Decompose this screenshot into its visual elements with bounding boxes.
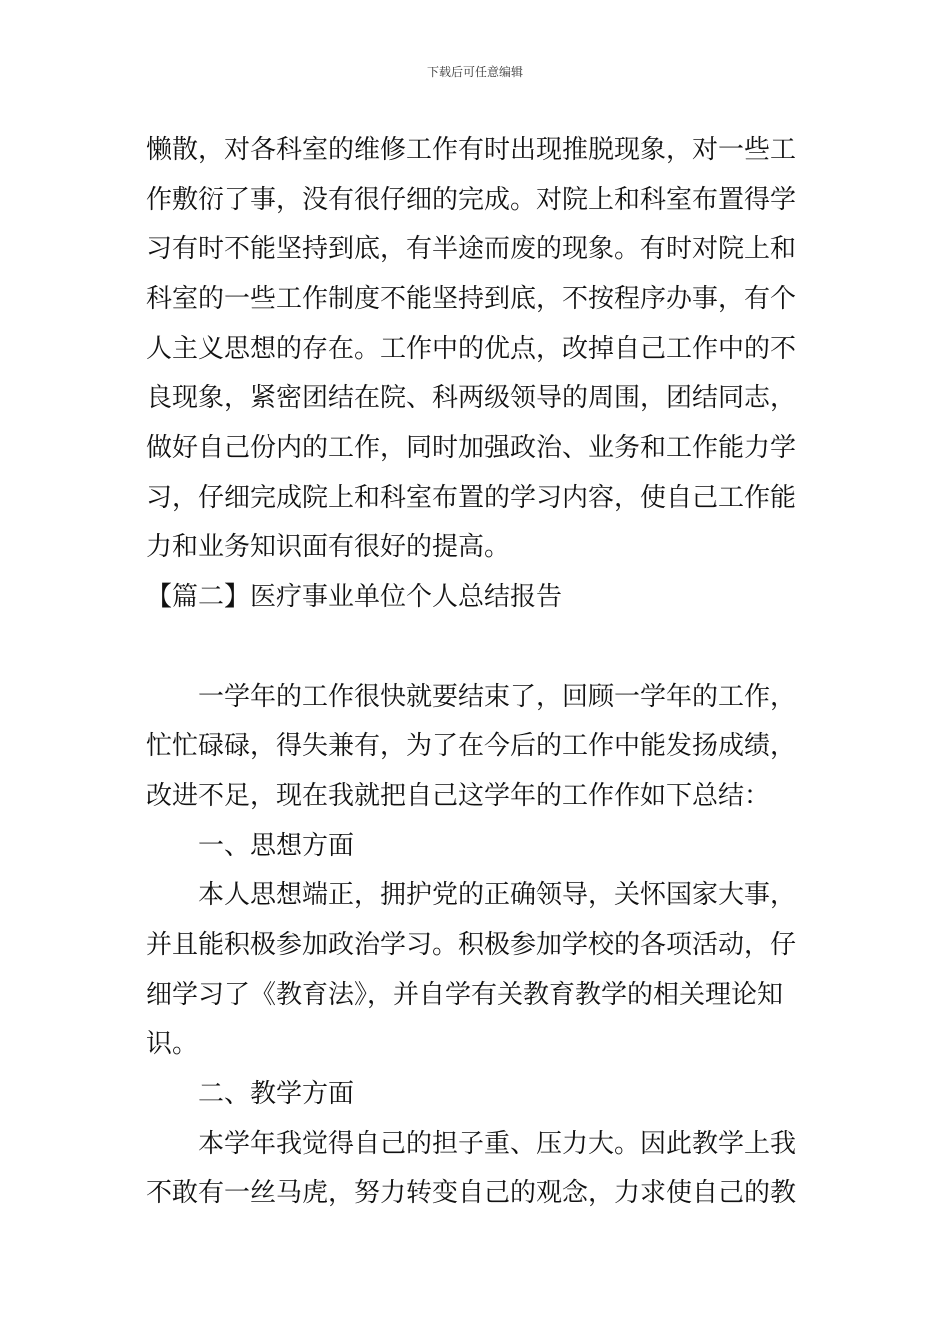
paragraph-first-line: 本人思想端正，拥护党的正确领导，关怀国家大事， [198,880,797,910]
text-line: 细学习了《教育法》，并自学有关教育教学的相关理论知 [146,980,784,1010]
subheading: 一、思想方面 [198,831,355,861]
text-line: 良现象，紧密团结在院、科两级领导的周围，团结同志， [146,383,797,413]
text-line: 习，仔细完成院上和科室布置的学习内容，使自己工作能 [146,483,797,513]
text-line: 做好自己份内的工作，同时加强政治、业务和工作能力学 [146,433,797,463]
text-line: 不敢有一丝马虎，努力转变自己的观念，力求使自己的教 [146,1178,797,1208]
text-line: 并且能积极参加政治学习。积极参加学校的各项活动，仔 [146,930,797,960]
text-line: 人主义思想的存在。工作中的优点，改掉自己工作中的不 [146,334,797,364]
text-line: 改进不足，现在我就把自己这学年的工作作如下总结： [146,781,771,811]
paragraph-first-line: 本学年我觉得自己的担子重、压力大。因此教学上我 [198,1129,797,1159]
text-line: 忙忙碌碌，得失兼有，为了在今后的工作中能发扬成绩， [146,731,797,761]
text-line: 力和业务知识面有很好的提高。 [146,532,511,562]
text-line: 识。 [146,1029,199,1059]
subheading: 二、教学方面 [198,1079,355,1109]
page-header-note: 下载后可任意编辑 [426,65,523,79]
text-line: 科室的一些工作制度不能坚持到底，不按程序办事，有个 [146,284,797,314]
text-line: 作敷衍了事，没有很仔细的完成。对院上和科室布置得学 [146,185,797,215]
text-line: 习有时不能坚持到底，有半途而废的现象。有时对院上和 [146,234,797,264]
text-line: 懒散，对各科室的维修工作有时出现推脱现象，对一些工 [146,135,797,165]
section-heading: 【篇二】医疗事业单位个人总结报告 [146,582,563,612]
paragraph-first-line: 一学年的工作很快就要结束了，回顾一学年的工作， [198,682,797,712]
